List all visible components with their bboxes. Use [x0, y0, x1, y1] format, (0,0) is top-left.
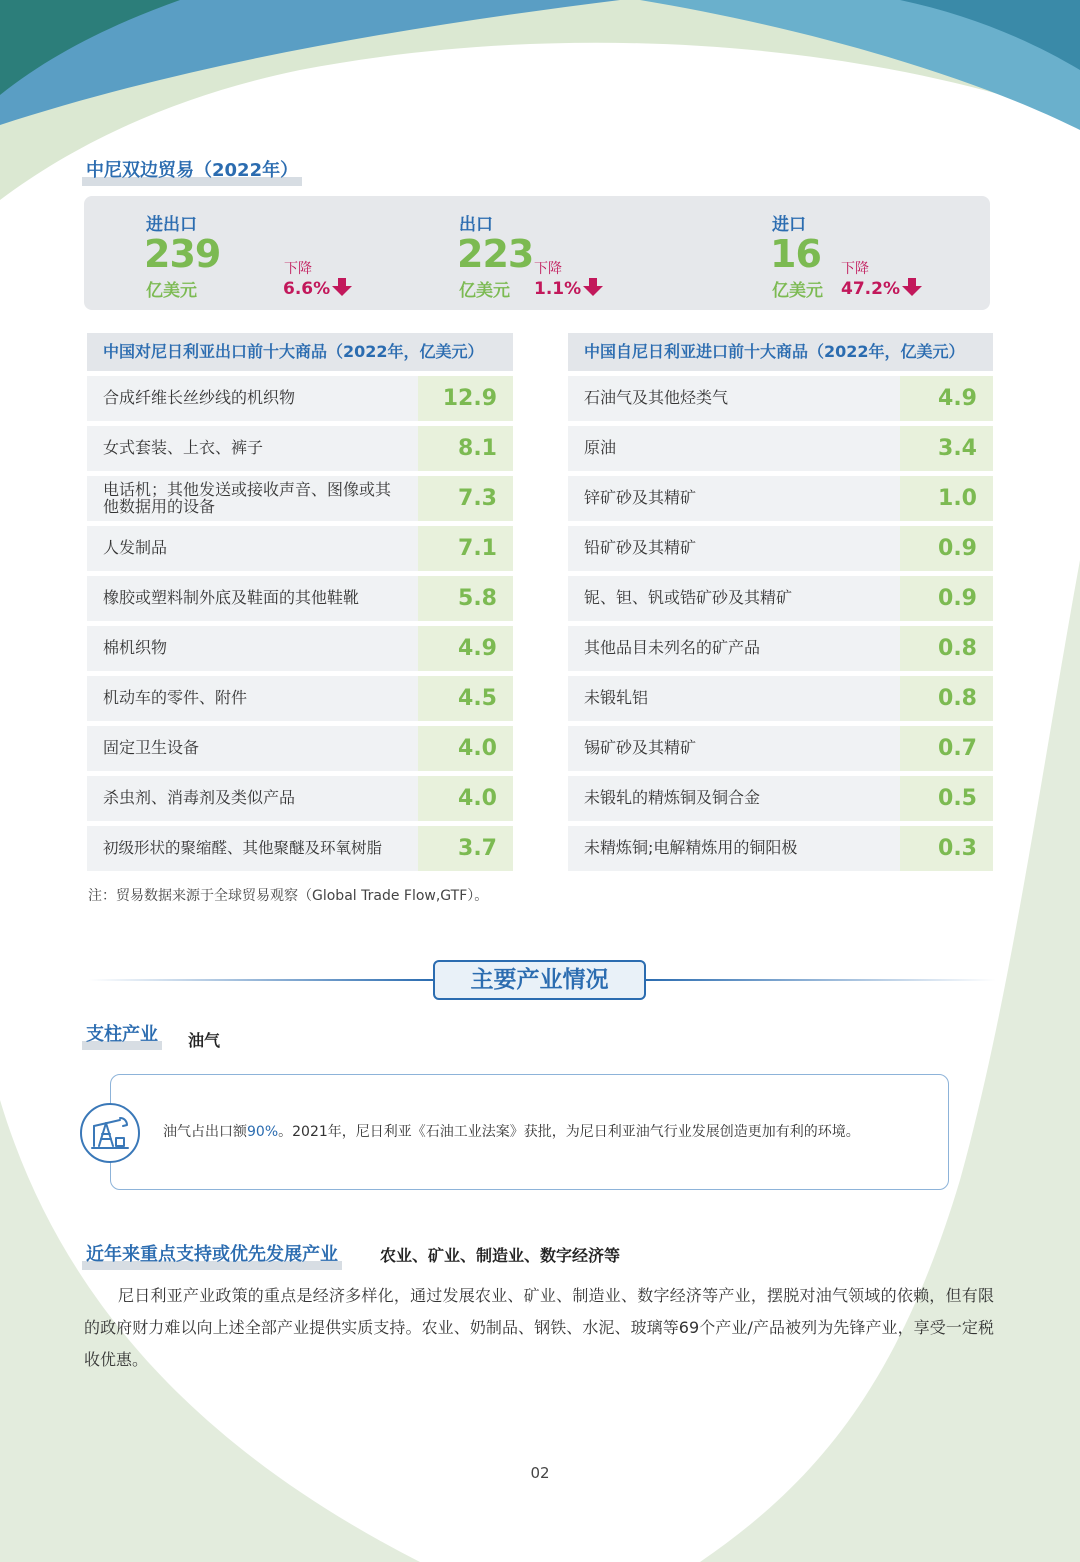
item-value: 4.0	[418, 776, 513, 821]
trade-summary-box	[84, 196, 990, 310]
stat-change-pct: 6.6%	[283, 279, 331, 299]
item-name: 合成纤维长丝纱线的机织物	[87, 376, 418, 421]
stat-import	[772, 196, 1052, 310]
arrow-down-icon	[902, 278, 922, 296]
stat-change-label: 下降	[284, 261, 312, 277]
stat-export	[459, 196, 739, 310]
item-name: 铅矿砂及其精矿	[568, 526, 900, 571]
item-value: 4.5	[418, 676, 513, 721]
stat-unit: 亿美元	[146, 281, 197, 301]
item-name: 女式套装、上衣、裤子	[87, 426, 418, 471]
item-value: 0.9	[900, 526, 993, 571]
pillar-text-before: 油气占出口额	[163, 1124, 247, 1140]
table-row	[568, 776, 993, 821]
table-row	[87, 626, 513, 671]
priority-industry-label: 近年来重点支持或优先发展产业	[82, 1240, 342, 1270]
source-note: 注：贸易数据来源于全球贸易观察（Global Trade Flow,GTF）。	[88, 888, 489, 904]
table-row	[87, 826, 513, 871]
item-value: 3.4	[900, 426, 993, 471]
item-name: 铌、钽、钒或锆矿砂及其精矿	[568, 576, 900, 621]
pillar-industry-label: 支柱产业	[82, 1020, 162, 1050]
item-name: 未锻轧的精炼铜及铜合金	[568, 776, 900, 821]
priority-industry-value: 农业、矿业、制造业、数字经济等	[380, 1246, 621, 1265]
item-value: 3.7	[418, 826, 513, 871]
table-row	[87, 426, 513, 471]
stat-value: 239	[144, 232, 221, 276]
item-value: 1.0	[900, 476, 993, 521]
item-value: 4.9	[900, 376, 993, 421]
table-row	[87, 726, 513, 771]
table-row	[87, 676, 513, 721]
table-row	[568, 676, 993, 721]
heading-line-right	[646, 979, 996, 981]
stat-change-label: 下降	[534, 261, 562, 277]
item-value: 7.1	[418, 526, 513, 571]
heading-line-left	[88, 979, 433, 981]
item-value: 0.5	[900, 776, 993, 821]
table-row	[568, 826, 993, 871]
pillar-info-text	[163, 1121, 860, 1141]
stat-unit: 亿美元	[459, 281, 510, 301]
trade-section-title: 中尼双边贸易（2022年）	[82, 156, 302, 186]
exports-table-title: 中国对尼日利亚出口前十大商品（2022年，亿美元）	[87, 333, 513, 371]
stat-change-pct: 47.2%	[841, 279, 900, 299]
item-name: 其他品目未列名的矿产品	[568, 626, 900, 671]
item-name: 人发制品	[87, 526, 418, 571]
exports-table	[87, 333, 513, 861]
item-value: 0.7	[900, 726, 993, 771]
item-value: 5.8	[418, 576, 513, 621]
item-name: 锌矿砂及其精矿	[568, 476, 900, 521]
stat-label: 进出口	[146, 215, 197, 235]
pillar-highlight: 90%	[247, 1124, 279, 1140]
stat-label: 出口	[459, 215, 493, 235]
stat-change	[283, 278, 352, 299]
item-name: 橡胶或塑料制外底及鞋面的其他鞋靴	[87, 576, 418, 621]
stat-change	[534, 278, 603, 299]
page-number: 02	[530, 1464, 550, 1482]
item-name: 杀虫剂、消毒剂及类似产品	[87, 776, 418, 821]
industry-paragraph: 尼日利亚产业政策的重点是经济多样化，通过发展农业、矿业、制造业、数字经济等产业，摆脱对油气领域的依赖，但有限的政府财力难以向上述全部产业提供实质支持。农业、奶制品、钢铁、水泥、玻璃等69个产业/产品被列为先锋产业，享受一定税收优惠。	[84, 1286, 994, 1369]
stat-unit: 亿美元	[772, 281, 823, 301]
table-row	[568, 426, 993, 471]
arrow-down-icon	[583, 278, 603, 296]
table-row	[87, 476, 513, 521]
oil-pump-icon-graphic	[90, 1114, 130, 1152]
table-row	[87, 576, 513, 621]
item-value: 4.0	[418, 726, 513, 771]
table-row	[568, 476, 993, 521]
stat-total	[146, 196, 426, 310]
item-name: 未精炼铜;电解精炼用的铜阳极	[568, 826, 900, 871]
table-row	[87, 376, 513, 421]
table-row	[568, 576, 993, 621]
table-row	[87, 776, 513, 821]
main-heading: 主要产业情况	[433, 960, 646, 1000]
stat-value: 223	[457, 232, 534, 276]
item-name: 棉机织物	[87, 626, 418, 671]
item-value: 0.3	[900, 826, 993, 871]
item-value: 0.8	[900, 676, 993, 721]
item-value: 12.9	[418, 376, 513, 421]
stat-change-pct: 1.1%	[534, 279, 582, 299]
item-name: 石油气及其他烃类气	[568, 376, 900, 421]
item-value: 4.9	[418, 626, 513, 671]
imports-table-title: 中国自尼日利亚进口前十大商品（2022年，亿美元）	[568, 333, 993, 371]
pillar-industry-value: 油气	[188, 1031, 221, 1050]
item-value: 7.3	[418, 476, 513, 521]
item-name: 未锻轧铝	[568, 676, 900, 721]
stat-label: 进口	[772, 215, 806, 235]
imports-table	[568, 333, 993, 861]
item-name: 锡矿砂及其精矿	[568, 726, 900, 771]
oil-pump-icon	[80, 1103, 140, 1163]
table-row	[87, 526, 513, 571]
item-name: 机动车的零件、附件	[87, 676, 418, 721]
stat-change	[841, 278, 922, 299]
item-name: 初级形状的聚缩醛、其他聚醚及环氧树脂	[87, 826, 418, 871]
table-row	[568, 626, 993, 671]
table-row	[568, 726, 993, 771]
item-value: 8.1	[418, 426, 513, 471]
table-row	[568, 376, 993, 421]
stat-change-label: 下降	[841, 261, 869, 277]
pillar-text-after: 。2021年，尼日利亚《石油工业法案》获批，为尼日利亚油气行业发展创造更加有利的环境。	[278, 1124, 860, 1140]
item-value: 0.9	[900, 576, 993, 621]
stat-value: 16	[770, 232, 821, 276]
item-name: 原油	[568, 426, 900, 471]
item-value: 0.8	[900, 626, 993, 671]
item-name: 固定卫生设备	[87, 726, 418, 771]
item-name: 电话机；其他发送或接收声音、图像或其他数据用的设备	[87, 476, 418, 521]
table-row	[568, 526, 993, 571]
arrow-down-icon	[332, 278, 352, 296]
